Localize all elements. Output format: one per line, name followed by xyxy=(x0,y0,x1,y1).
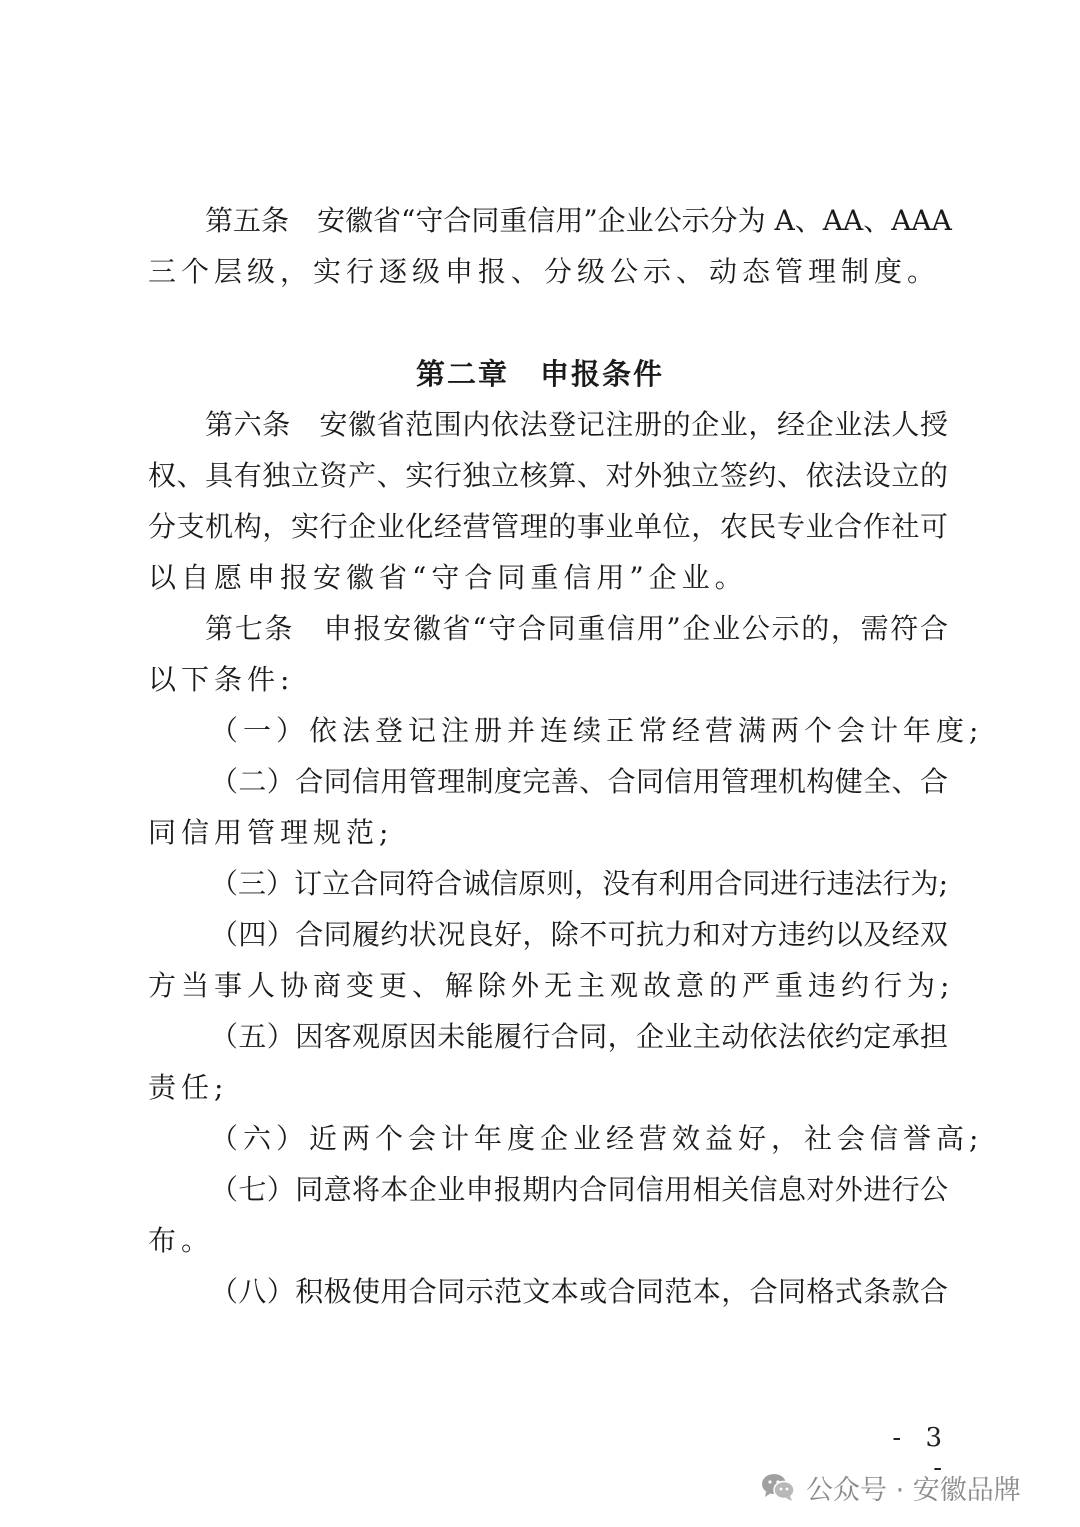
article-6-line-2: 权、具有独立资产、实行独立核算、对外独立签约、依法设立的 xyxy=(148,459,948,492)
condition-7-line-2: 布。 xyxy=(148,1224,215,1257)
condition-5-line-2: 责任; xyxy=(148,1071,229,1104)
article-6-line-3: 分支机构，实行企业化经营管理的事业单位，农民专业合作社可 xyxy=(148,510,948,543)
wechat-watermark xyxy=(760,1465,1021,1509)
condition-1-line-1: （一）依法登记注册并连续正常经营满两个会计年度; xyxy=(210,714,984,747)
condition-4-line-2: 方当事人协商变更、解除外无主观故意的严重违约行为; xyxy=(148,969,955,1002)
condition-3-line-1: （三）订立合同符合诚信原则，没有利用合同进行违法行为; xyxy=(210,867,948,900)
condition-7-line-1: （七）同意将本企业申报期内合同信用相关信息对外进行公 xyxy=(210,1173,948,1206)
article-7-line-2: 以下条件: xyxy=(148,663,295,696)
condition-2-line-2: 同信用管理规范; xyxy=(148,816,394,849)
page-number: - 3 - xyxy=(892,1423,950,1483)
condition-8-line-1: （八）积极使用合同示范文本或合同范本，合同格式条款合 xyxy=(210,1275,948,1308)
watermark-text: 公众号 · 安徽品牌 xyxy=(806,1474,1021,1506)
condition-6-line-1: （六）近两个会计年度企业经营效益好，社会信誉高; xyxy=(210,1122,984,1155)
article-6-line-1: 第六条 安徽省范围内依法登记注册的企业，经企业法人授 xyxy=(205,408,948,441)
article-6-line-4: 以自愿申报安徽省“守合同重信用”企业。 xyxy=(148,561,748,594)
condition-2-line-1: （二）合同信用管理制度完善、合同信用管理机构健全、合 xyxy=(210,765,948,798)
chapter-heading: 第二章 申报条件 xyxy=(415,357,664,391)
condition-5-line-1: （五）因客观原因未能履行合同，企业主动依法依约定承担 xyxy=(210,1020,948,1053)
condition-4-line-1: （四）合同履约状况良好，除不可抗力和对方违约以及经双 xyxy=(210,918,948,951)
wechat-icon xyxy=(760,1471,796,1503)
article-5-line-2: 三个层级，实行逐级申报、分级公示、动态管理制度。 xyxy=(148,255,941,288)
article-5-line-1: 第五条 安徽省“守合同重信用”企业公示分为 A、AA、AAA xyxy=(205,204,952,237)
article-7-line-1: 第七条 申报安徽省“守合同重信用”企业公示的，需符合 xyxy=(205,612,948,645)
